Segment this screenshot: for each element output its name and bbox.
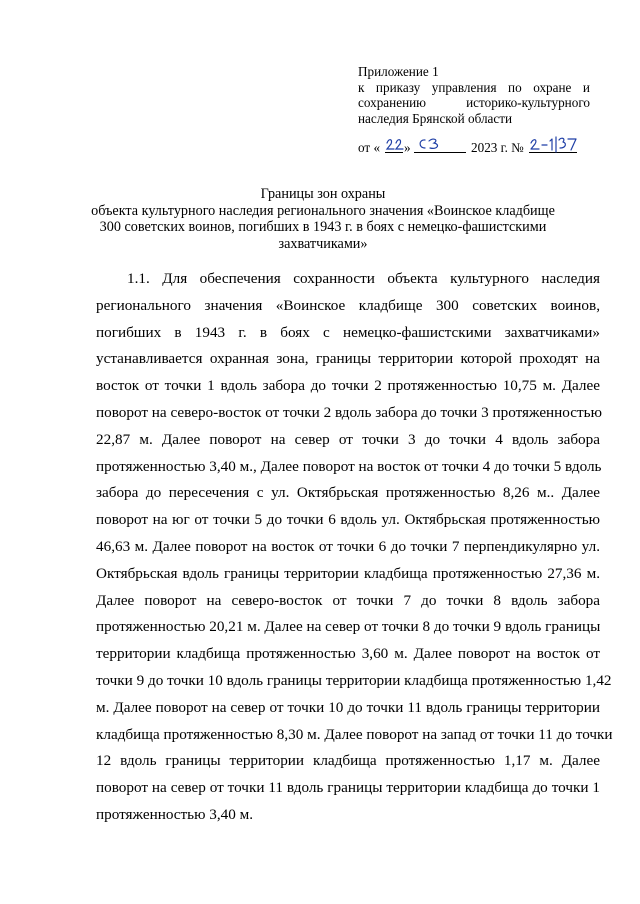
handwritten-number (529, 136, 581, 153)
handwritten-month (416, 137, 444, 152)
heading-line-4: захватчиками» (278, 235, 368, 252)
body-line: погибших в 1943 г. в боях с немецко-фашистскими захватчиками» (96, 323, 600, 341)
body-line: Октябрьская вдоль границы территории кладбища протяженностью 27,36 м. (96, 564, 600, 582)
date-prefix: от « (358, 140, 381, 155)
body-line: территории кладбища протяженностью 3,60 м. Далее поворот на восток от (96, 645, 600, 663)
body-line: устанавливается охранная зона, границы территории которой проходят на (96, 350, 600, 368)
appendix-line-3: наследия Брянской области (358, 110, 513, 126)
heading-line-3: 300 советских воинов, погибших в 1943 г. в боях с немецко-фашистскими (99, 219, 547, 235)
body-line: кладбища протяженностью 8,30 м. Далее поворот на запад от точки 11 до точки (96, 725, 613, 743)
order-date-line (358, 136, 598, 158)
appendix-title: Приложение 1 (358, 64, 439, 79)
body-line: поворот на северо-восток от точки 2 вдоль забора до точки 3 протяженностью (96, 403, 602, 421)
body-line: поворот на север от точки 11 вдоль границы территории кладбища до точки 1 (96, 779, 600, 797)
document-heading (90, 186, 556, 252)
heading-line-1: Границы зон охраны (260, 186, 386, 202)
body-line: протяженностью 3,40 м. (96, 805, 254, 823)
body-line: забора до пересечения с ул. Октябрьская протяженностью 8,26 м.. Далее (96, 484, 600, 502)
body-line: м. Далее поворот на север от точки 10 до точки 11 вдоль границы территории (96, 698, 600, 716)
date-year-label: 2023 г. № (471, 140, 524, 155)
body-line: 46,63 м. Далее поворот на восток от точки 6 до точки 7 перпендикулярно ул. (96, 537, 600, 555)
body-line: протяженностью 20,21 м. Далее на север от точки 8 до точки 9 вдоль границы (96, 618, 601, 636)
body-line: поворот на юг от точки 5 до точки 6 вдоль ул. Октябрьская протяженностью (96, 511, 600, 529)
body-line: 1.1. Для обеспечения сохранности объекта культурного наследия (127, 270, 600, 287)
date-quote-close: » (404, 140, 411, 155)
appendix-block (358, 64, 590, 126)
body-line: точки 9 до точки 10 вдоль границы территории кладбища протяженностью 1,42 (96, 671, 612, 689)
body-line: восток от точки 1 вдоль забора до точки 2 протяженностью 10,75 м. Далее (96, 377, 600, 395)
body-line: 12 вдоль границы территории кладбища протяженностью 1,17 м. Далее (96, 752, 600, 770)
body-paragraph (96, 266, 613, 829)
appendix-line-1: к приказу управления по охране и (358, 79, 590, 95)
handwritten-day (385, 137, 405, 152)
body-line: протяженностью 3,40 м., Далее поворот на восток от точки 4 до точки 5 вдоль (96, 457, 602, 475)
appendix-line-2: сохранению историко-культурного (358, 95, 590, 110)
day-underline (385, 152, 403, 153)
body-line: 22,87 м. Далее поворот на север от точки 3 до точки 4 вдоль забора (96, 430, 600, 448)
body-line: Далее поворот на северо-восток от точки 7 до точки 8 вдоль забора (96, 591, 600, 609)
heading-line-2: объекта культурного наследия регионального значения «Воинское кладбище (91, 202, 555, 219)
month-underline (414, 152, 466, 153)
body-line: регионального значения «Воинское кладбище 300 советских воинов, (96, 296, 600, 314)
